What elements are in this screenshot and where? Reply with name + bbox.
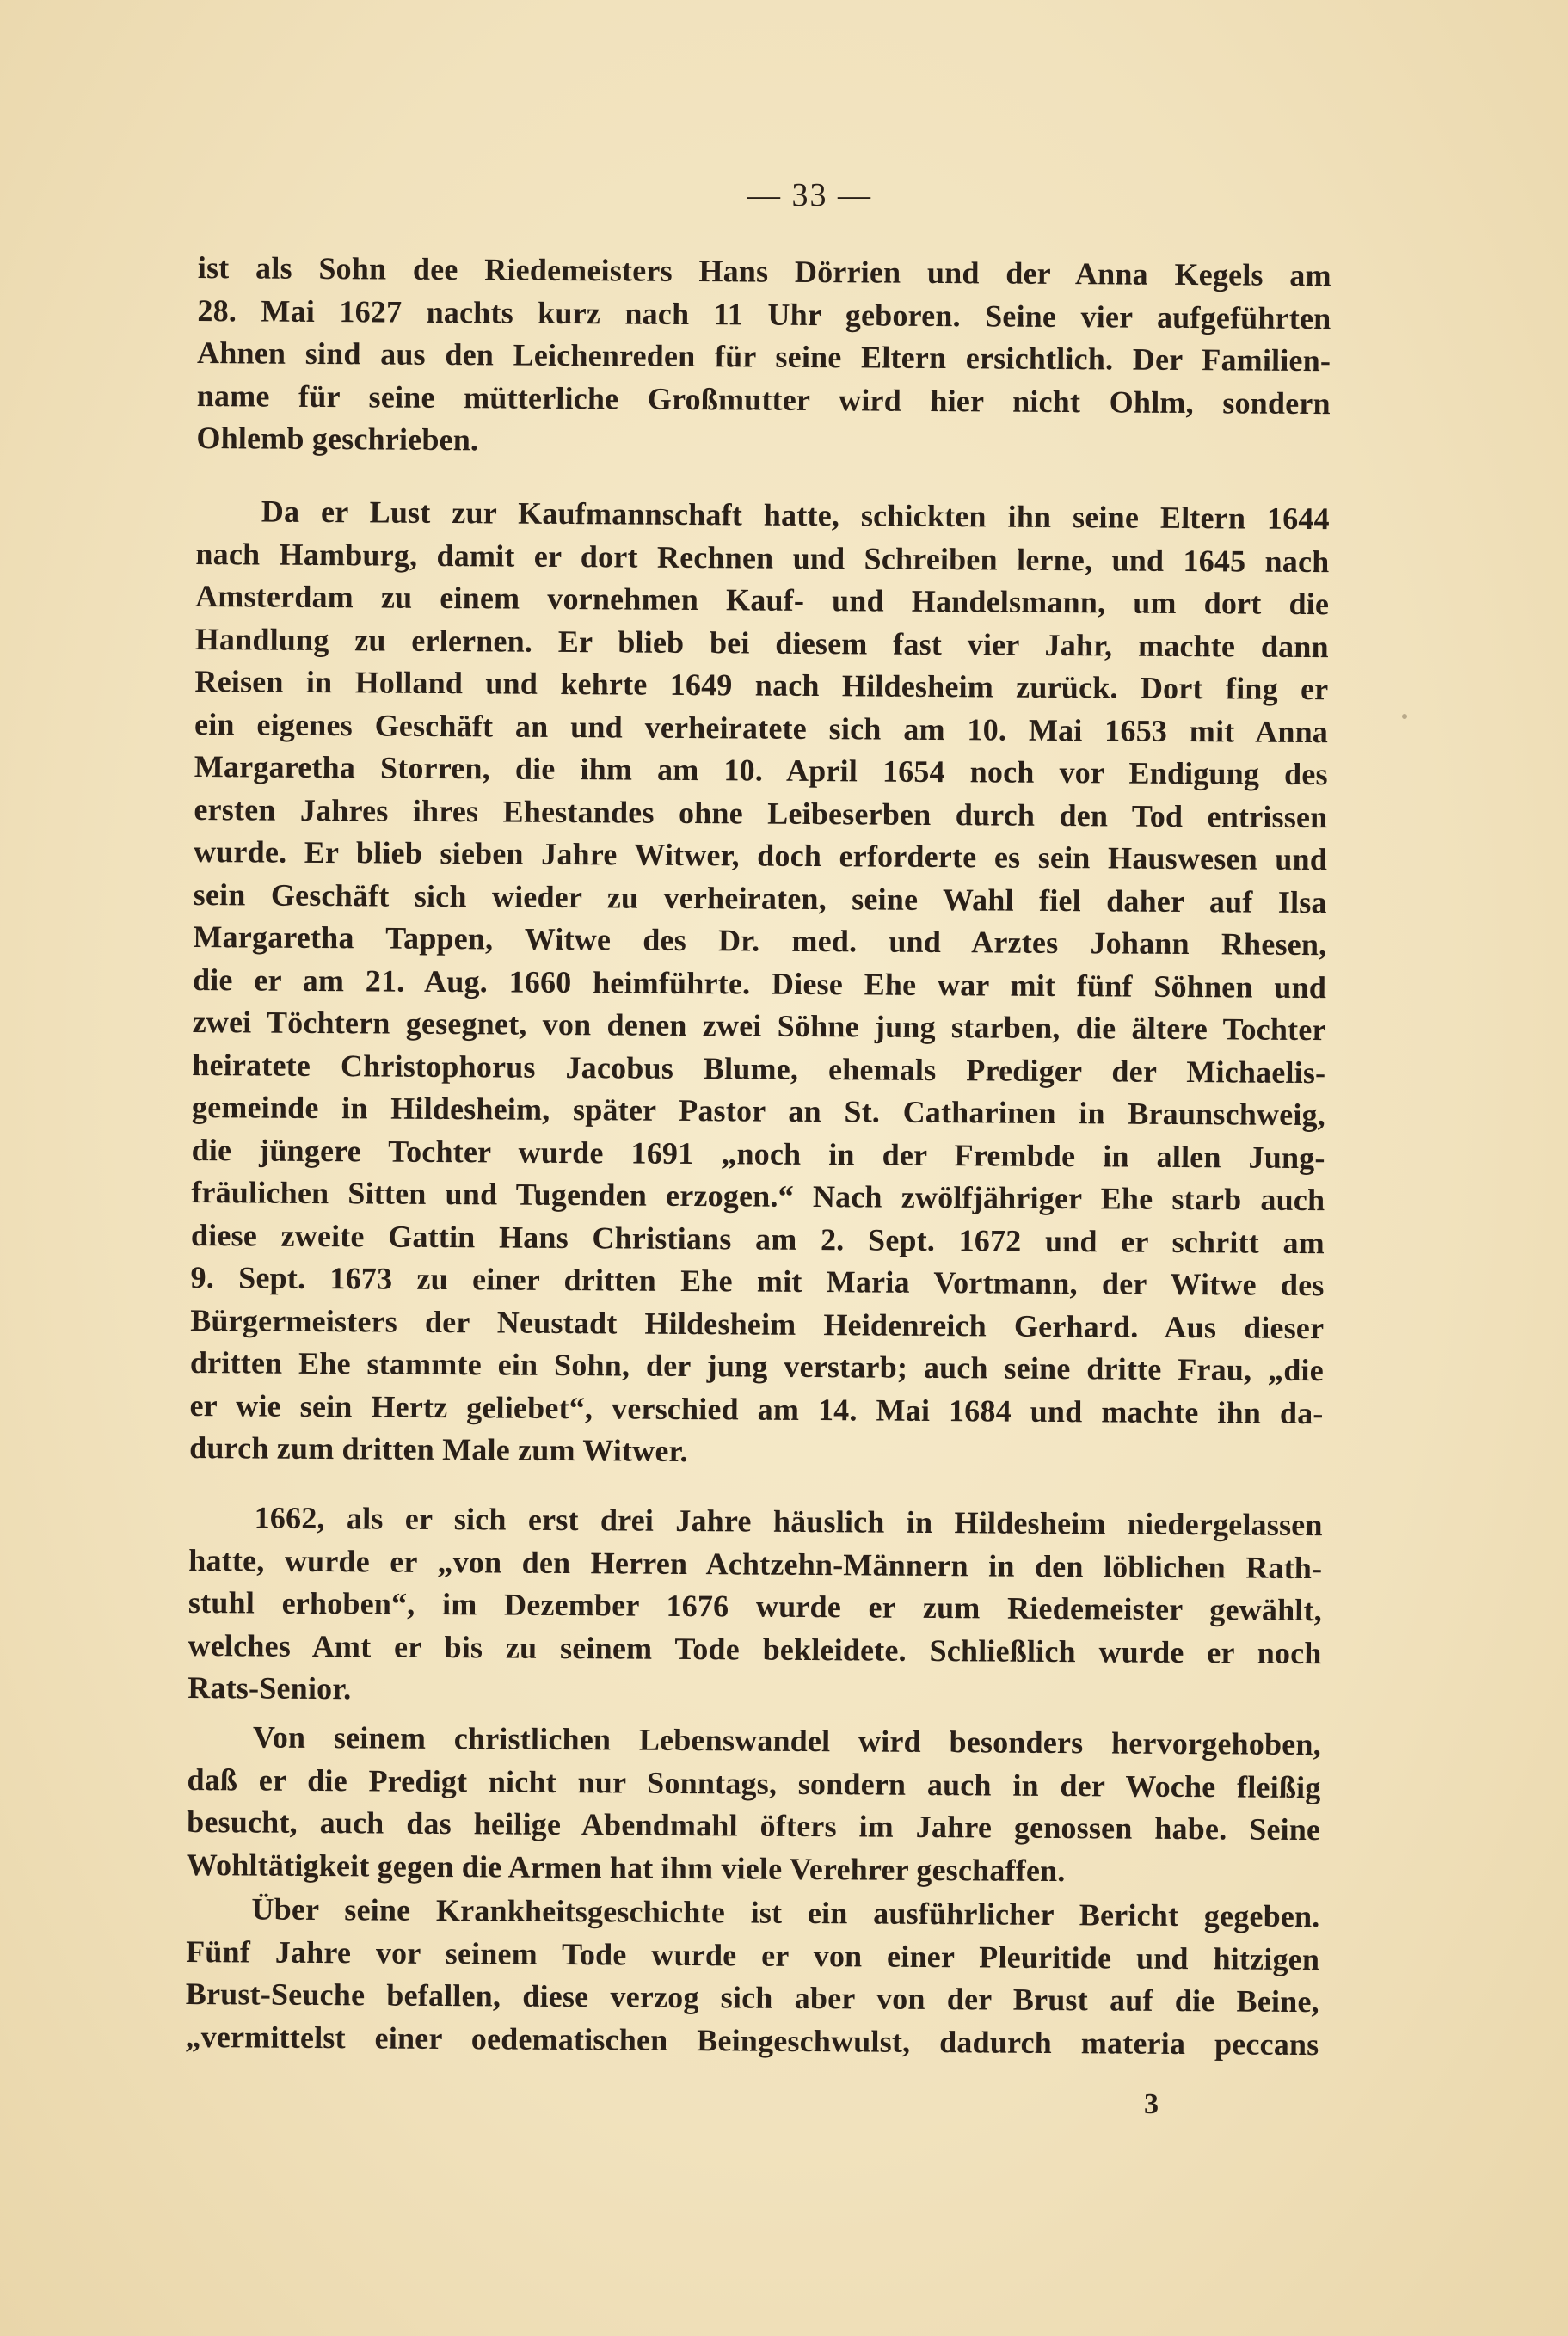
text-line: sein Geschäft sich wieder zu verheiraten, seine Wahl fiel daher auf Ilsa — [193, 876, 1327, 919]
text-line: „vermittelst einer oedematischen Beingeschwulst, dadurch materia peccans — [185, 2019, 1319, 2062]
text-line: Von seinem christlichen Lebenswandel wird besonders hervorgehoben, — [252, 1719, 1322, 1762]
text-line: welches Amt er bis zu seinem Tode bekleidete. Schließlich wurde er noch — [188, 1627, 1322, 1670]
text-line: ein eigenes Geschäft an und verheiratete sich am 10. Mai 1653 mit Anna — [194, 706, 1329, 749]
text-line: besucht, auch das heilige Abendmahl öfters im Jahre genossen habe. Seine — [187, 1804, 1321, 1847]
text-line: Da er Lust zur Kaufmannschaft hatte, schickten ihn seine Eltern 1644 — [261, 494, 1330, 537]
text-line: Ahnen sind aus den Leichenreden für seine Eltern ersichtlich. Der Familien- — [196, 335, 1331, 378]
text-line: daß er die Predigt nicht nur Sonntags, sondern auch in der Woche fleißig — [187, 1761, 1321, 1804]
text-line: durch zum dritten Male zum Witwer. — [189, 1429, 688, 1469]
text-line: ersten Jahres ihres Ehestandes ohne Leibeserben durch den Tod entrissen — [194, 791, 1328, 834]
paragraph — [196, 247, 1331, 468]
text-line: 1662, als er sich erst drei Jahre häuslich in Hildesheim niedergelassen — [254, 1500, 1323, 1543]
text-line: er wie sein Hertz geliebet“, verschied am 14. Mai 1684 und machte ihn da- — [189, 1387, 1324, 1430]
paragraph — [189, 490, 1330, 1478]
text-line: Margaretha Storren, die ihm am 10. April 1654 noch vor Endigung des — [194, 748, 1328, 792]
text-line: die jüngere Tochter wurde 1691 „noch in der Frembde in allen Jung- — [191, 1132, 1325, 1175]
text-line: Handlung zu erlernen. Er blieb bei diesem fast vier Jahr, machte dann — [194, 621, 1329, 664]
text-line: 9. Sept. 1673 zu einer dritten Ehe mit Maria Vortmann, der Witwe des — [190, 1259, 1325, 1303]
paragraph — [187, 1716, 1321, 1894]
paragraph — [185, 1888, 1319, 2066]
text-line: Amsterdam zu einem vornehmen Kauf- und Handelsmann, um dort die — [195, 578, 1330, 622]
paper-speck — [1402, 714, 1407, 719]
paragraph — [188, 1497, 1323, 1718]
text-line: Ohlemb geschrieben. — [196, 420, 479, 458]
text-line: Reisen in Holland und kehrte 1649 nach Hildesheim zurück. Dort fing er — [194, 663, 1329, 707]
text-line: hatte, wurde er „von den Herren Achtzehn-Männern in den löblichen Rath- — [188, 1542, 1323, 1585]
text-line: die er am 21. Aug. 1660 heimführte. Diese Ehe war mit fünf Söhnen und — [192, 962, 1327, 1005]
text-line: Über seine Krankheitsgeschichte ist ein ausführlicher Bericht gegeben. — [251, 1891, 1320, 1934]
text-line: Bürgermeisters der Neustadt Hildesheim Heidenreich Gerhard. Aus dieser — [190, 1302, 1325, 1345]
text-line: dritten Ehe stammte ein Sohn, der jung verstarb; auch seine dritte Frau, „die — [189, 1344, 1325, 1388]
text-line: Rats-Senior. — [188, 1669, 352, 1706]
text-line: 28. Mai 1627 nachts kurz nach 11 Uhr geboren. Seine vier aufgeführten — [197, 292, 1331, 335]
text-line: Wohltätigkeit gegen die Armen hat ihm viele Verehrer geschaffen. — [186, 1847, 1066, 1888]
text-line: name für seine mütterliche Großmutter wird hier nicht Ohlm, sondern — [196, 378, 1331, 421]
text-line: zwei Töchtern gesegnet, von denen zwei Söhne jung starben, die ältere Tochter — [192, 1004, 1326, 1048]
text-line: Fünf Jahre vor seinem Tode wurde er von einer Pleuritide und hitzigen — [186, 1933, 1320, 1976]
text-line: Brust-Seuche befallen, diese verzog sich aber von der Brust auf die Beine, — [185, 1976, 1319, 2019]
text-line: nach Hamburg, damit er dort Rechnen und Schreiben lerne, und 1645 nach — [195, 536, 1330, 579]
text-line: wurde. Er blieb sieben Jahre Witwer, doch erforderte es sein Hauswesen und — [193, 833, 1328, 877]
text-line: heiratete Christophorus Jacobus Blume, ehemals Prediger der Michaelis- — [192, 1047, 1326, 1090]
text-line: Margaretha Tappen, Witwe des Dr. med. und Arztes Johann Rhesen, — [193, 919, 1327, 962]
text-line: diese zweite Gattin Hans Christians am 2. Sept. 1672 und er schritt am — [190, 1217, 1325, 1260]
signature-mark: 3 — [1144, 2088, 1159, 2120]
text-line: ist als Sohn dee Riedemeisters Hans Dörrien und der Anna Kegels am — [197, 249, 1331, 293]
text-line: fräulichen Sitten und Tugenden erzogen.“ Nach zwölfjähriger Ehe starb auch — [191, 1174, 1325, 1218]
text-line: stuhl erhoben“, im Dezember 1676 wurde er zum Riedemeister gewählt, — [188, 1584, 1323, 1628]
page-number: — 33 — — [747, 177, 872, 213]
text-line: gemeinde in Hildesheim, später Pastor an St. Catharinen in Braunschweig, — [191, 1089, 1326, 1133]
